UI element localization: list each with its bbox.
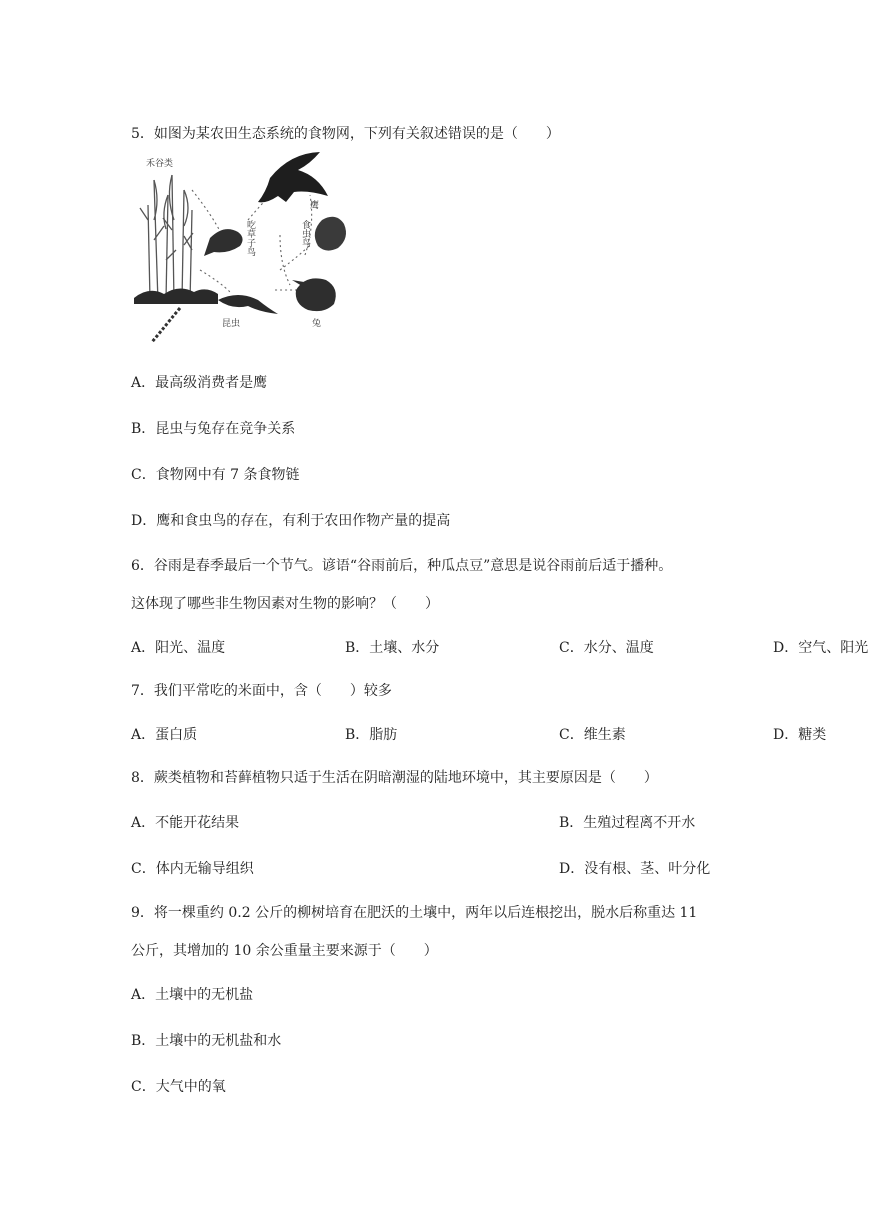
food-bird-label: 食虫鸟	[300, 220, 310, 247]
question-8-option-d: D．没有根、茎、叶分化	[559, 861, 711, 877]
question-7-option-d: D．糖类	[773, 727, 827, 743]
rabbit-label: 兔	[312, 319, 322, 329]
seed-bird-illustration	[204, 229, 243, 256]
question-7-option-c: C．维生素	[559, 727, 626, 743]
question-8-option-a: A．不能开花结果	[131, 815, 240, 831]
hawk-illustration	[258, 152, 328, 202]
question-6-stem-line1: 6．谷雨是春季最后一个节气。谚语“谷雨前后，种瓜点豆”意思是说谷雨前后适于播种。	[131, 558, 673, 574]
question-7-stem: 7．我们平常吃的米面中，含（ ）较多	[131, 683, 392, 699]
insect-label: 昆虫	[222, 319, 241, 329]
question-5-option-c: C．食物网中有 7 条食物链	[131, 467, 300, 483]
insect-illustration	[218, 295, 278, 314]
question-7-option-b: B．脂肪	[345, 727, 398, 743]
question-6-stem-line2: 这体现了哪些非生物因素对生物的影响？（ ）	[131, 596, 439, 612]
rabbit-illustration	[292, 278, 336, 311]
crop-plants-illustration	[140, 175, 193, 302]
ground	[134, 288, 218, 304]
question-5-option-a: A．最高级消费者是鹰	[131, 375, 268, 391]
question-8-stem: 8．蕨类植物和苔藓植物只适于生活在阴暗潮湿的陆地环境中，其主要原因是（ ）	[131, 770, 658, 786]
question-8-option-b: B．生殖过程离不开水	[559, 815, 696, 831]
question-9-stem-line2: 公斤，其增加的 10 余公重量主要来源于（ ）	[131, 943, 438, 959]
hawk-label: 鹰	[310, 201, 320, 211]
question-5-option-d: D．鹰和食虫鸟的存在，有利于农田作物产量的提高	[131, 513, 451, 529]
question-6-option-d: D．空气、阳光	[773, 640, 869, 656]
question-6-option-a: A．阳光、温度	[131, 640, 226, 656]
question-7-option-a: A．蛋白质	[131, 727, 198, 743]
question-9-option-b: B．土壤中的无机盐和水	[131, 1033, 282, 1049]
food-web-figure	[130, 150, 360, 346]
question-9-option-c: C．大气中的氧	[131, 1079, 226, 1095]
seed-bird-label: 吃草子鸟	[245, 220, 255, 256]
crop-label: 禾谷类	[146, 159, 174, 169]
question-9-stem-line1: 9．将一棵重约 0.2 公斤的柳树培育在肥沃的土壤中，两年以后连根挖出，脱水后称重达 11	[131, 905, 698, 921]
question-6-option-c: C．水分、温度	[559, 640, 654, 656]
question-9-option-a: A．土壤中的无机盐	[131, 987, 254, 1003]
food-bird-illustration	[315, 217, 346, 251]
question-5-option-b: B．昆虫与兔存在竞争关系	[131, 421, 296, 437]
root-trail	[152, 308, 180, 342]
question-8-option-c: C．体内无输导组织	[131, 861, 254, 877]
question-5-stem: 5．如图为某农田生态系统的食物网，下列有关叙述错误的是（ ）	[131, 126, 560, 142]
question-6-option-b: B．土壤、水分	[345, 640, 440, 656]
